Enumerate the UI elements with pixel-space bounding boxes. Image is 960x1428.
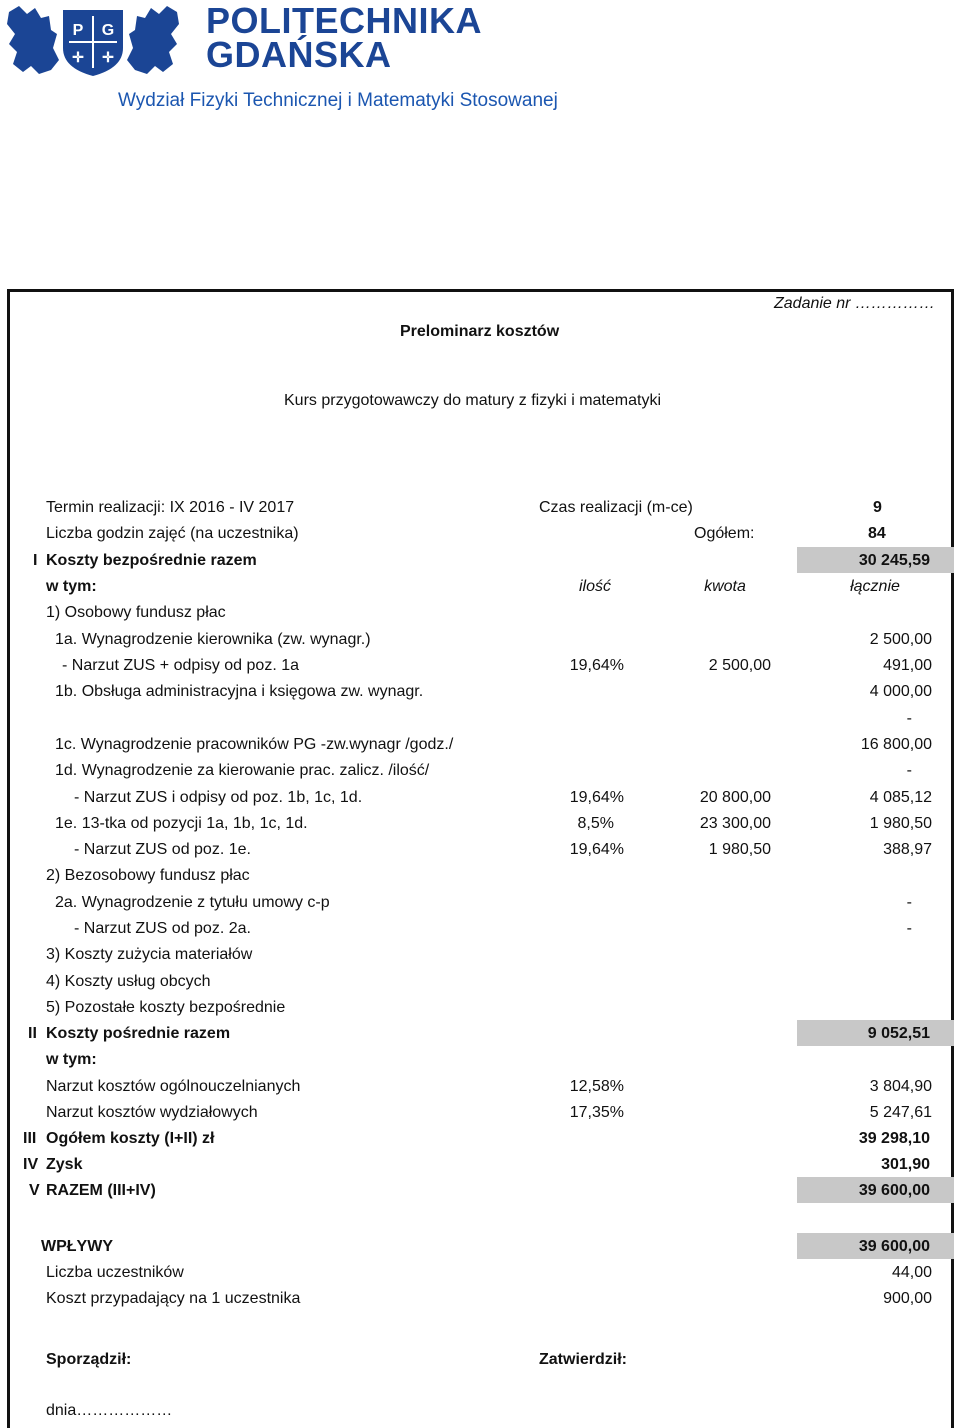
direct-row-lacznie: - xyxy=(906,710,912,727)
section5-label: RAZEM (III+IV) xyxy=(46,1182,156,1199)
section3-label: Ogółem koszty (I+II) zł xyxy=(46,1130,215,1147)
column-header-ilosc: ilość xyxy=(578,578,611,595)
section5-value: 39 600,00 xyxy=(858,1182,930,1199)
section5-number: V xyxy=(29,1182,40,1199)
direct-row-ilosc: 8,5% xyxy=(577,815,614,832)
total-hours-value: 84 xyxy=(868,525,886,542)
direct-row-lacznie: 2 500,00 xyxy=(869,631,932,648)
income-value: 39 600,00 xyxy=(858,1238,930,1255)
direct-row-lacznie: 388,97 xyxy=(883,841,932,858)
prepared-by-label: Sporządził: xyxy=(46,1351,132,1368)
column-header-kwota: kwota xyxy=(704,578,746,595)
section1-number: I xyxy=(33,552,38,569)
task-number-label: Zadanie nr …………… xyxy=(774,295,935,312)
direct-row-lacznie: 1 980,50 xyxy=(869,815,932,832)
logo-mark-g: G xyxy=(101,22,115,39)
section3-number: III xyxy=(23,1130,37,1147)
direct-row-lacznie: - xyxy=(906,762,912,779)
svg-text:✛: ✛ xyxy=(102,49,114,65)
direct-row-label: 1b. Obsługa administracyjna i księgowa zw. wynagr. xyxy=(55,683,424,700)
direct-row-label: 1e. 13-tka od pozycji 1a, 1b, 1c, 1d. xyxy=(55,815,308,832)
direct-row-label: 4) Koszty usług obcych xyxy=(46,973,211,990)
direct-row-lacznie: - xyxy=(906,920,912,937)
direct-row-label: 2) Bezosobowy fundusz płac xyxy=(46,867,250,884)
direct-row-label: - Narzut ZUS od poz. 1e. xyxy=(74,841,251,858)
university-name-line1: POLITECHNIKA xyxy=(206,0,482,41)
duration-value: 9 xyxy=(873,499,882,516)
direct-row-label: 1d. Wynagrodzenie za kierowanie prac. zalicz. /ilość/ xyxy=(55,762,430,779)
department-name: Wydział Fizyki Technicznej i Matematyki Stosowanej xyxy=(118,90,558,111)
logo-mark-p: P xyxy=(72,22,84,39)
direct-row-ilosc: 19,64% xyxy=(569,841,624,858)
direct-row-label: 1c. Wynagrodzenie pracowników PG -zw.wynagr /godz./ xyxy=(55,736,454,753)
course-name: Kurs przygotowawczy do matury z fizyki i matematyki xyxy=(284,392,661,409)
direct-row-lacznie: 4 000,00 xyxy=(869,683,932,700)
section4-label: Zysk xyxy=(46,1156,83,1173)
approved-by-label: Zatwierdził: xyxy=(539,1351,628,1368)
direct-row-kwota: 1 980,50 xyxy=(708,841,771,858)
period-label: Termin realizacji: IX 2016 - IV 2017 xyxy=(46,499,295,516)
university-crest-logo xyxy=(5,4,181,78)
indirect-row-label: Narzut kosztów wydziałowych xyxy=(46,1104,258,1121)
section4-value: 301,90 xyxy=(881,1156,930,1173)
section2-number: II xyxy=(28,1025,37,1042)
direct-row-lacznie: - xyxy=(906,894,912,911)
section2-wtym: w tym: xyxy=(46,1051,97,1068)
section1-label: Koszty bezpośrednie razem xyxy=(46,552,257,569)
income-label: WPŁYWY xyxy=(41,1238,113,1255)
direct-row-kwota: 23 300,00 xyxy=(699,815,771,832)
direct-row-label: 2a. Wynagrodzenie z tytułu umowy c-p xyxy=(55,894,330,911)
section1-value: 30 245,59 xyxy=(858,552,930,569)
participants-label: Liczba uczestników xyxy=(46,1264,184,1281)
section2-value: 9 052,51 xyxy=(867,1025,930,1042)
university-name-line2: GDAŃSKA xyxy=(206,34,392,75)
svg-text:✛: ✛ xyxy=(72,49,84,65)
indirect-row-lacznie: 5 247,61 xyxy=(869,1104,932,1121)
section2-label: Koszty pośrednie razem xyxy=(46,1025,231,1042)
direct-row-label: 1) Osobowy fundusz płac xyxy=(46,604,226,621)
direct-row-ilosc: 19,64% xyxy=(569,657,624,674)
indirect-row-label: Narzut kosztów ogólnouczelnianych xyxy=(46,1078,301,1095)
duration-label: Czas realizacji (m-ce) xyxy=(539,499,693,516)
per-person-value: 900,00 xyxy=(883,1290,932,1307)
date-label: dnia……………… xyxy=(46,1402,173,1419)
indirect-row-lacznie: 3 804,90 xyxy=(869,1078,932,1095)
direct-row-lacznie: 4 085,12 xyxy=(869,789,932,806)
section3-value: 39 298,10 xyxy=(858,1130,930,1147)
total-hours-label: Ogółem: xyxy=(694,525,755,542)
section4-number: IV xyxy=(23,1156,39,1173)
direct-row-kwota: 20 800,00 xyxy=(699,789,771,806)
direct-row-label: - Narzut ZUS od poz. 2a. xyxy=(74,920,251,937)
document-title: Prelominarz kosztów xyxy=(400,323,560,340)
direct-row-label: 5) Pozostałe koszty bezpośrednie xyxy=(46,999,286,1016)
direct-row-ilosc: 19,64% xyxy=(569,789,624,806)
direct-row-kwota: 2 500,00 xyxy=(708,657,771,674)
columns-wtym: w tym: xyxy=(46,578,97,595)
indirect-row-ilosc: 12,58% xyxy=(569,1078,624,1095)
university-name xyxy=(206,0,482,75)
direct-row-label: - Narzut ZUS + odpisy od poz. 1a xyxy=(62,657,299,674)
column-header-lacznie: łącznie xyxy=(850,578,900,595)
participants-value: 44,00 xyxy=(891,1264,932,1281)
direct-row-label: - Narzut ZUS i odpisy od poz. 1b, 1c, 1d. xyxy=(74,789,363,806)
direct-row-lacznie: 16 800,00 xyxy=(860,736,932,753)
per-person-label: Koszt przypadający na 1 uczestnika xyxy=(46,1290,301,1307)
direct-row-lacznie: 491,00 xyxy=(883,657,932,674)
indirect-row-ilosc: 17,35% xyxy=(569,1104,624,1121)
hours-label: Liczba godzin zajęć (na uczestnika) xyxy=(46,525,299,542)
direct-row-label: 1a. Wynagrodzenie kierownika (zw. wynagr.) xyxy=(55,631,371,648)
direct-row-label: 3) Koszty zużycia materiałów xyxy=(46,946,253,963)
